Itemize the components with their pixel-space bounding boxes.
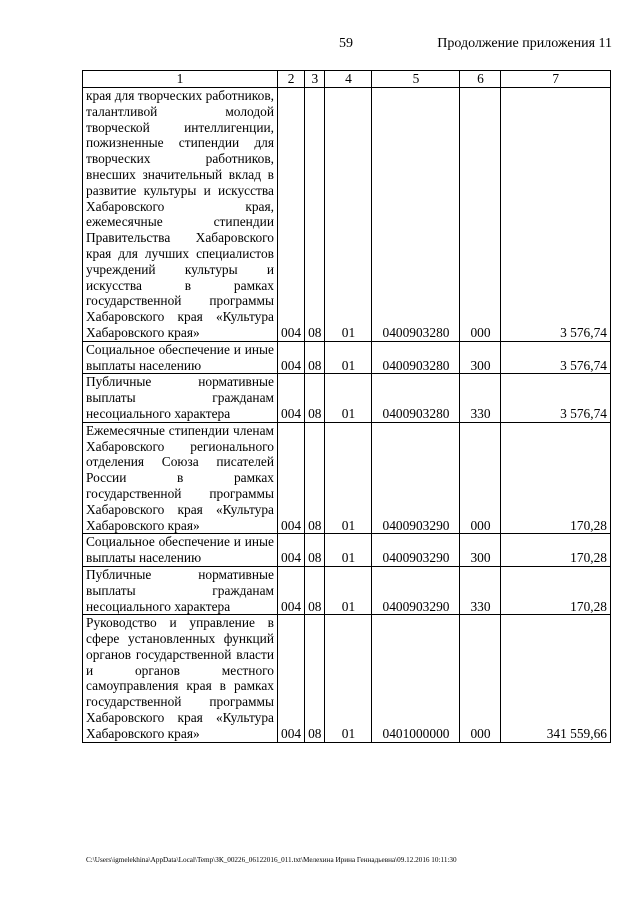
row-amount: 3 576,74 [501,88,611,342]
table-row [83,374,611,422]
row-section: 08 [305,615,325,742]
row-target-article: 0400903280 [372,374,460,422]
row-section: 08 [305,374,325,422]
table-row [83,88,611,342]
row-amount: 341 559,66 [501,615,611,742]
table-header-row [83,71,611,88]
row-code: 004 [278,88,305,342]
row-name: Публичные нормативные выплаты гражданам несоциального характера [83,566,278,614]
row-name: Социальное обеспечение и иные выплаты населению [83,534,278,567]
page-number: 59 [339,36,353,51]
row-subsection: 01 [325,88,372,342]
column-header: 3 [305,71,325,88]
row-subsection: 01 [325,534,372,567]
row-target-article: 0400903290 [372,566,460,614]
row-amount: 170,28 [501,422,611,534]
row-code: 004 [278,374,305,422]
row-name: Социальное обеспечение и иные выплаты населению [83,341,278,374]
table-row [83,422,611,534]
budget-table [82,70,611,743]
row-name: края для творческих работников, талантливой молодой творческой интеллигенции, пожизненные стипендии для творческих работников, внесших значительный вклад в развитие культуры и искусства Хабаровского края, ежемесячные стипендии Правительства Хабаровского края для лучших специалистов учреждений культуры и искусства в рамках государственной программы Хабаровского края «Культура Хабаровского края» [83,88,278,342]
row-amount: 170,28 [501,566,611,614]
row-subsection: 01 [325,422,372,534]
row-subsection: 01 [325,341,372,374]
row-code: 004 [278,422,305,534]
column-header: 4 [325,71,372,88]
table-row [83,341,611,374]
row-code: 004 [278,566,305,614]
row-section: 08 [305,88,325,342]
table-row [83,566,611,614]
row-expense-type: 000 [460,615,501,742]
row-target-article: 0400903280 [372,341,460,374]
row-subsection: 01 [325,374,372,422]
column-header: 1 [83,71,278,88]
row-amount: 3 576,74 [501,341,611,374]
row-subsection: 01 [325,566,372,614]
row-section: 08 [305,341,325,374]
row-section: 08 [305,422,325,534]
column-header: 5 [372,71,460,88]
column-header: 7 [501,71,611,88]
row-expense-type: 330 [460,566,501,614]
row-target-article: 0400903290 [372,422,460,534]
row-code: 004 [278,534,305,567]
row-target-article: 0400903290 [372,534,460,567]
row-name: Руководство и управление в сфере установленных функций органов государственной власти и органов местного самоуправления края в рамках государственной программы Хабаровского края «Культура Хабаровского края» [83,615,278,742]
table-row [83,615,611,742]
row-name: Ежемесячные стипендии членам Хабаровского регионального отделения Союза писателей России в рамках государственной программы Хабаровского края «Культура Хабаровского края» [83,422,278,534]
row-expense-type: 300 [460,341,501,374]
row-name: Публичные нормативные выплаты гражданам несоциального характера [83,374,278,422]
column-header: 2 [278,71,305,88]
row-section: 08 [305,566,325,614]
row-expense-type: 330 [460,374,501,422]
row-target-article: 0400903280 [372,88,460,342]
row-subsection: 01 [325,615,372,742]
row-expense-type: 300 [460,534,501,567]
row-expense-type: 000 [460,422,501,534]
row-code: 004 [278,615,305,742]
row-target-article: 0401000000 [372,615,460,742]
continuation-title: Продолжение приложения 11 [437,36,612,51]
row-section: 08 [305,534,325,567]
row-expense-type: 000 [460,88,501,342]
footer-file-path: C:\Users\igmelekhina\AppData\Local\Temp\ЗК_00226_06122016_011.txt\Мелехина Ирина Геннадьевна\09.12.2016 10:11:30 [86,856,457,864]
table-row [83,534,611,567]
column-header: 6 [460,71,501,88]
row-code: 004 [278,341,305,374]
row-amount: 3 576,74 [501,374,611,422]
row-amount: 170,28 [501,534,611,567]
